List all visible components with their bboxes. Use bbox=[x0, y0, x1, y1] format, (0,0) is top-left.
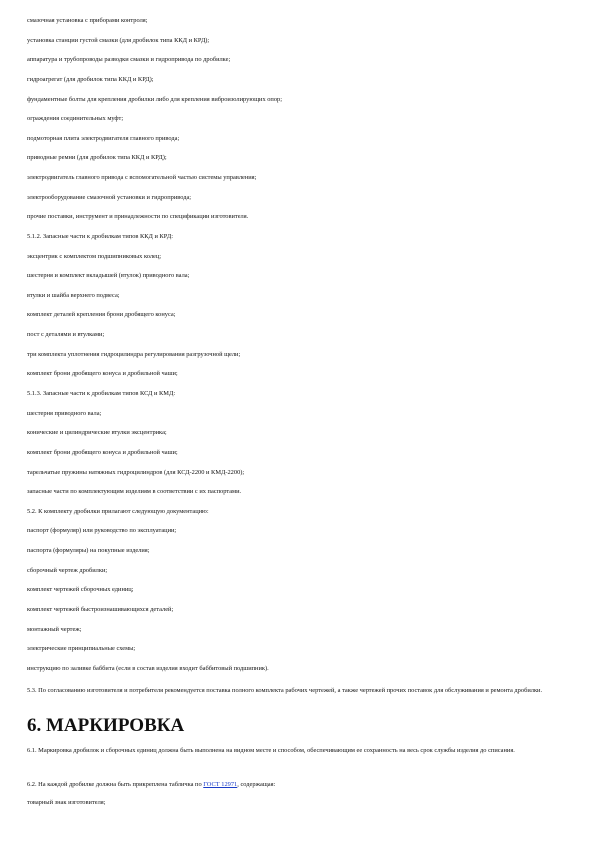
list-item: комплект чертежей быстроизнашивающихся деталей; bbox=[27, 605, 174, 613]
list-item: монтажный чертеж; bbox=[27, 625, 82, 633]
list-item: пост с деталями и втулками; bbox=[27, 331, 105, 339]
paragraph-5-3: 5.3. По согласованию изготовителя и потребителя рекомендуется поставка полного комплекта рабочих чертежей, а также чертежей прочих поставок для обслуживания и ремонта дробилки. bbox=[27, 687, 543, 694]
list-item: 5.1.3. Запасные части к дробилкам типов КСД и КМД: bbox=[27, 390, 176, 397]
list-item: 5.1.2. Запасные части к дробилкам типов ККД и КРД: bbox=[27, 232, 173, 240]
list-item: тарельчатые пружины натяжных гидроцилиндров (для КСД-2200 и КМД-2200); bbox=[27, 468, 245, 476]
paragraph-6-2 bbox=[27, 781, 572, 789]
list-item-last: товарный знак изготовителя; bbox=[27, 799, 106, 806]
section-heading: 6. МАРКИРОВКА bbox=[27, 715, 185, 736]
list-item: конические и цилиндрические втулки эксцентрика; bbox=[27, 429, 167, 437]
list-item: шестерня и комплект вкладышей (втулок) приводного вала; bbox=[27, 272, 190, 280]
list-item: приводные ремни (для дробилок типа ККД и КРД); bbox=[27, 154, 167, 162]
list-item: паспорта (формуляры) на покупные изделия; bbox=[27, 547, 150, 554]
list-item: комплект деталей крепления брони дробящего конуса; bbox=[27, 311, 176, 319]
list-item: гидроагрегат (для дробилок типа ККД и КРД); bbox=[27, 75, 154, 83]
list-item: шестерня приводного вала; bbox=[27, 409, 102, 417]
list-item: фундаментные болты для крепления дробилки либо для крепления виброизолирующих опор; bbox=[27, 95, 283, 103]
list-item: электрические принципиальные схемы; bbox=[27, 645, 136, 653]
paragraph-6-2-text: 6.2. На каждой дробилке должна быть прикреплена табличка по bbox=[27, 781, 204, 788]
list-item: электродвигатель главного привода с вспомогательной частью системы управления; bbox=[27, 174, 257, 181]
list-item: ограждения соединительных муфт; bbox=[27, 115, 124, 123]
list-item: установка станции густой смазки (для дробилок типа ККД и КРД); bbox=[27, 36, 210, 44]
list-item: паспорт (формуляр) или руководство по эксплуатации; bbox=[27, 527, 177, 535]
list-item: три комплекта уплотнения гидроцилиндра регулирования разгрузочной щели; bbox=[27, 350, 241, 358]
list-item: комплект брони дробящего конуса и дробильной чаши; bbox=[27, 448, 178, 456]
gost-link[interactable]: ГОСТ 12971 bbox=[203, 781, 238, 788]
list-item: запасные части по комплектующим изделиям в соответствии с их паспортами. bbox=[27, 488, 242, 496]
list-item: эксцентрик с комплектом подшипниковых колец; bbox=[27, 252, 162, 260]
list-item: втулки и шайба верхнего подвеса; bbox=[27, 291, 120, 299]
list-item: 5.2. К комплекту дробилки прилагают следующую документацию: bbox=[27, 507, 209, 515]
list-item: смазочная установка с приборами контроля; bbox=[27, 17, 148, 24]
list-item: сборочный чертеж дробилки; bbox=[27, 566, 108, 574]
list-item: прочие поставки, инструмент и принадлежности по спецификации изготовителя. bbox=[27, 213, 249, 221]
paragraph-6-2-tail: , содержащая: bbox=[237, 781, 276, 788]
list-item: электрооборудование смазочной установки и гидропривода; bbox=[27, 193, 192, 201]
paragraph-6-1: 6.1. Маркировка дробилок и сборочных единиц должна быть выполнена на видном месте и способом, обеспечивающим ее сохранность на весь срок службы изделия до списания. bbox=[27, 747, 515, 754]
list-item: комплект чертежей сборочных единиц; bbox=[27, 586, 134, 594]
list-item: инструкцию по заливке баббита (если в состав изделия входит баббитовый подшипник). bbox=[27, 664, 269, 672]
list-item: аппаратура и трубопроводы разводки смазки и гидропривода по дробилке; bbox=[27, 56, 231, 64]
list-item: комплект брони дробящего конуса и дробильной чаши; bbox=[27, 370, 178, 378]
list-item: подмоторная плита электродвигателя главного привода; bbox=[27, 134, 180, 142]
